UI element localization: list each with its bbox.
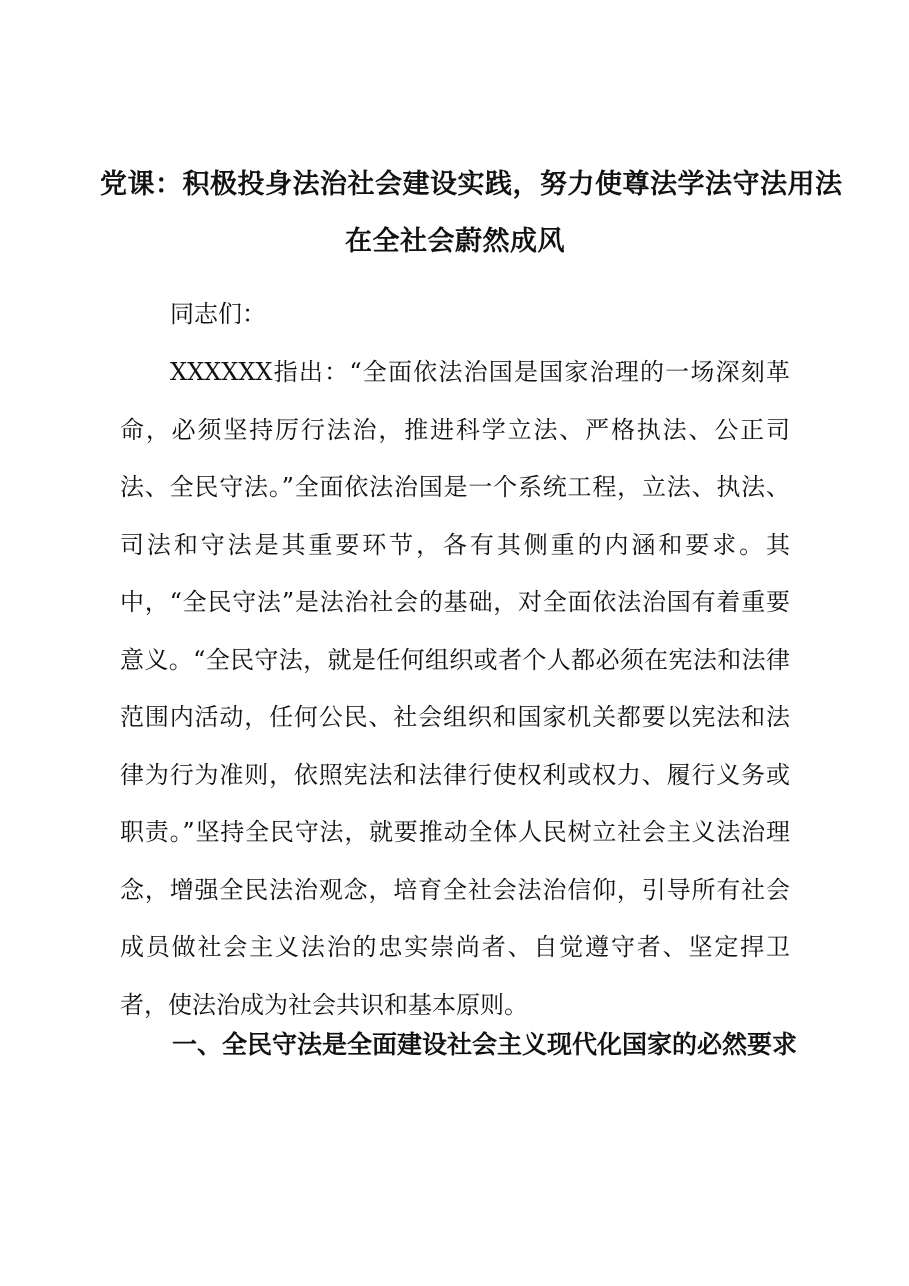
body-paragraph: XXXXXX指出：“全面依法治国是国家治理的一场深刻革命，必须坚持厉行法治，推进科学立法、严格执法、公正司法、全民守法。”全面依法治国是一个系统工程，立法、执法、司法和守法是其重要环节，各有其侧重的内涵和要求。其中，“全民守法”是法治社会的基础，对全面依法治国有着重要意义。“全民守法，就是任何组织或者个人都必须在宪法和法律范围内活动，任何公民、社会组织和国家机关都要以宪法和法律为行为准则，依照宪法和法律行使权利或权力、履行义务或职责。”坚持全民守法，就要推动全体人民树立社会主义法治理念，增强全民法治观念，培育全社会法治信仰，引导所有社会成员做社会主义法治的忠实崇尚者、自觉遵守者、坚定捍卫者，使法治成为社会共识和基本原则。 — [120, 358, 790, 1019]
document-title-line-1: 党课：积极投身法治社会建设实践，努力使尊法学法守法用法 — [100, 169, 843, 200]
section-heading: 一、全民守法是全面建设社会主义现代化国家的必然要求 — [172, 1030, 798, 1059]
document-title-line-2: 在全社会蔚然成风 — [345, 226, 565, 257]
salutation: 同志们： — [170, 300, 266, 328]
